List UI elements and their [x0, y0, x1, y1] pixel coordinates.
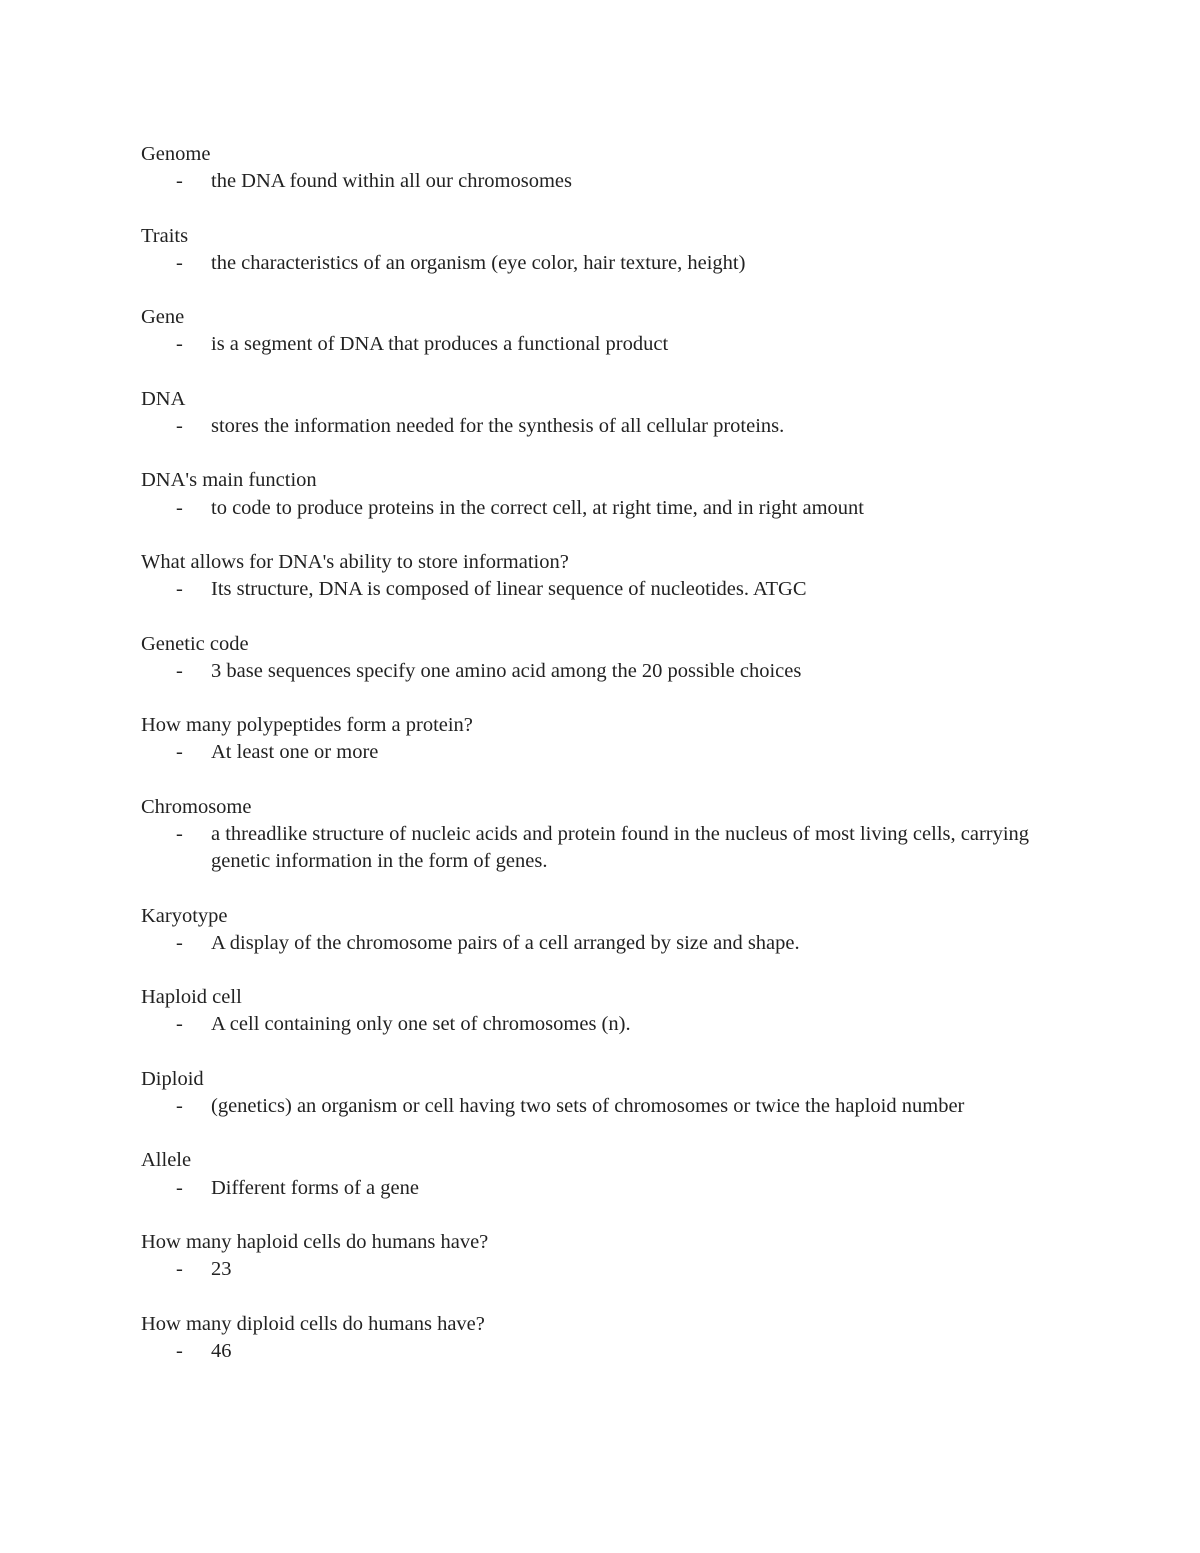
entry-gene [141, 304, 1041, 358]
term-heading: DNA's main function [141, 469, 317, 492]
definition-item [141, 930, 1041, 957]
definition-item [141, 1338, 1041, 1365]
definition-item [141, 331, 1041, 358]
definition-text: the characteristics of an organism (eye color, hair texture, height) [211, 251, 746, 274]
definition-list [141, 739, 1041, 766]
definition-item [141, 658, 1041, 685]
bullet-dash: - [176, 741, 183, 764]
bullet-dash: - [176, 414, 183, 437]
definition-item [141, 413, 1041, 440]
bullet-dash: - [176, 333, 183, 356]
definition-item [141, 739, 1041, 766]
definition-text: a threadlike structure of nucleic acids and protein found in the nucleus of most living cells, carrying genetic information in the form of genes. [211, 822, 1030, 873]
term-heading: Diploid [141, 1067, 204, 1090]
bullet-dash: - [176, 578, 183, 601]
entry-haploid-cell [141, 984, 1041, 1038]
definition-item [141, 250, 1041, 277]
definition-list [141, 168, 1041, 195]
definition-item [141, 168, 1041, 195]
term-heading: Haploid cell [141, 986, 242, 1009]
bullet-dash: - [176, 170, 183, 193]
definition-text: A cell containing only one set of chromosomes (n). [211, 1013, 631, 1036]
definition-item [141, 1256, 1041, 1283]
entry-polypeptides [141, 712, 1041, 766]
term-heading: Karyotype [141, 904, 228, 927]
term-heading: Genome [141, 143, 211, 165]
entry-dna-store-information [141, 549, 1041, 603]
bullet-dash: - [176, 822, 183, 845]
definition-list [141, 1338, 1041, 1365]
bullet-dash: - [176, 1013, 183, 1036]
definition-item [141, 1175, 1041, 1202]
term-heading: How many haploid cells do humans have? [141, 1230, 489, 1253]
notes-content [141, 141, 1041, 1392]
definition-text: At least one or more [211, 741, 379, 764]
entry-chromosome [141, 794, 1041, 876]
definition-item [141, 821, 1041, 875]
term-heading: Traits [141, 224, 189, 247]
bullet-dash: - [176, 931, 183, 954]
bullet-dash: - [176, 1176, 183, 1199]
entry-genome [141, 141, 1041, 195]
entry-haploid-count [141, 1229, 1041, 1283]
term-heading: How many polypeptides form a protein? [141, 714, 473, 737]
entry-traits [141, 223, 1041, 277]
definition-list [141, 821, 1041, 875]
definition-text: to code to produce proteins in the correct cell, at right time, and in right amount [211, 496, 864, 519]
definition-text: 3 base sequences specify one amino acid among the 20 possible choices [211, 659, 802, 682]
definition-list [141, 930, 1041, 957]
definition-list [141, 576, 1041, 603]
definition-list [141, 331, 1041, 358]
definition-item [141, 576, 1041, 603]
entry-dna [141, 386, 1041, 440]
bullet-dash: - [176, 1258, 183, 1281]
term-heading: Chromosome [141, 795, 252, 818]
definition-item [141, 1093, 1041, 1120]
entry-diploid-count [141, 1311, 1041, 1365]
definition-list [141, 1011, 1041, 1038]
entry-diploid [141, 1066, 1041, 1120]
definition-list [141, 413, 1041, 440]
definition-item [141, 495, 1041, 522]
bullet-dash: - [176, 496, 183, 519]
definition-list [141, 1175, 1041, 1202]
definition-list [141, 1256, 1041, 1283]
definition-text: (genetics) an organism or cell having two sets of chromosomes or twice the haploid number [211, 1094, 965, 1117]
term-heading: Gene [141, 306, 185, 329]
definition-text: stores the information needed for the synthesis of all cellular proteins. [211, 414, 785, 437]
definition-list [141, 495, 1041, 522]
term-heading: How many diploid cells do humans have? [141, 1312, 485, 1335]
definition-text: 46 [211, 1339, 232, 1362]
definition-text: A display of the chromosome pairs of a cell arranged by size and shape. [211, 931, 800, 954]
entry-allele [141, 1147, 1041, 1201]
definition-text: is a segment of DNA that produces a functional product [211, 333, 669, 356]
entry-karyotype [141, 903, 1041, 957]
definition-list [141, 1093, 1041, 1120]
bullet-dash: - [176, 251, 183, 274]
definition-text: Its structure, DNA is composed of linear sequence of nucleotides. ATGC [211, 578, 807, 601]
definition-list [141, 658, 1041, 685]
bullet-dash: - [176, 1094, 183, 1117]
definition-list [141, 250, 1041, 277]
term-heading: Genetic code [141, 632, 249, 655]
definition-text: 23 [211, 1258, 232, 1281]
definition-item [141, 1011, 1041, 1038]
definition-text: the DNA found within all our chromosomes [211, 170, 572, 193]
definition-text: Different forms of a gene [211, 1176, 419, 1199]
term-heading: What allows for DNA's ability to store information? [141, 550, 569, 573]
term-heading: Allele [141, 1149, 192, 1172]
bullet-dash: - [176, 659, 183, 682]
bullet-dash: - [176, 1339, 183, 1362]
entry-genetic-code [141, 631, 1041, 685]
entry-dna-main-function [141, 467, 1041, 521]
term-heading: DNA [141, 387, 186, 410]
